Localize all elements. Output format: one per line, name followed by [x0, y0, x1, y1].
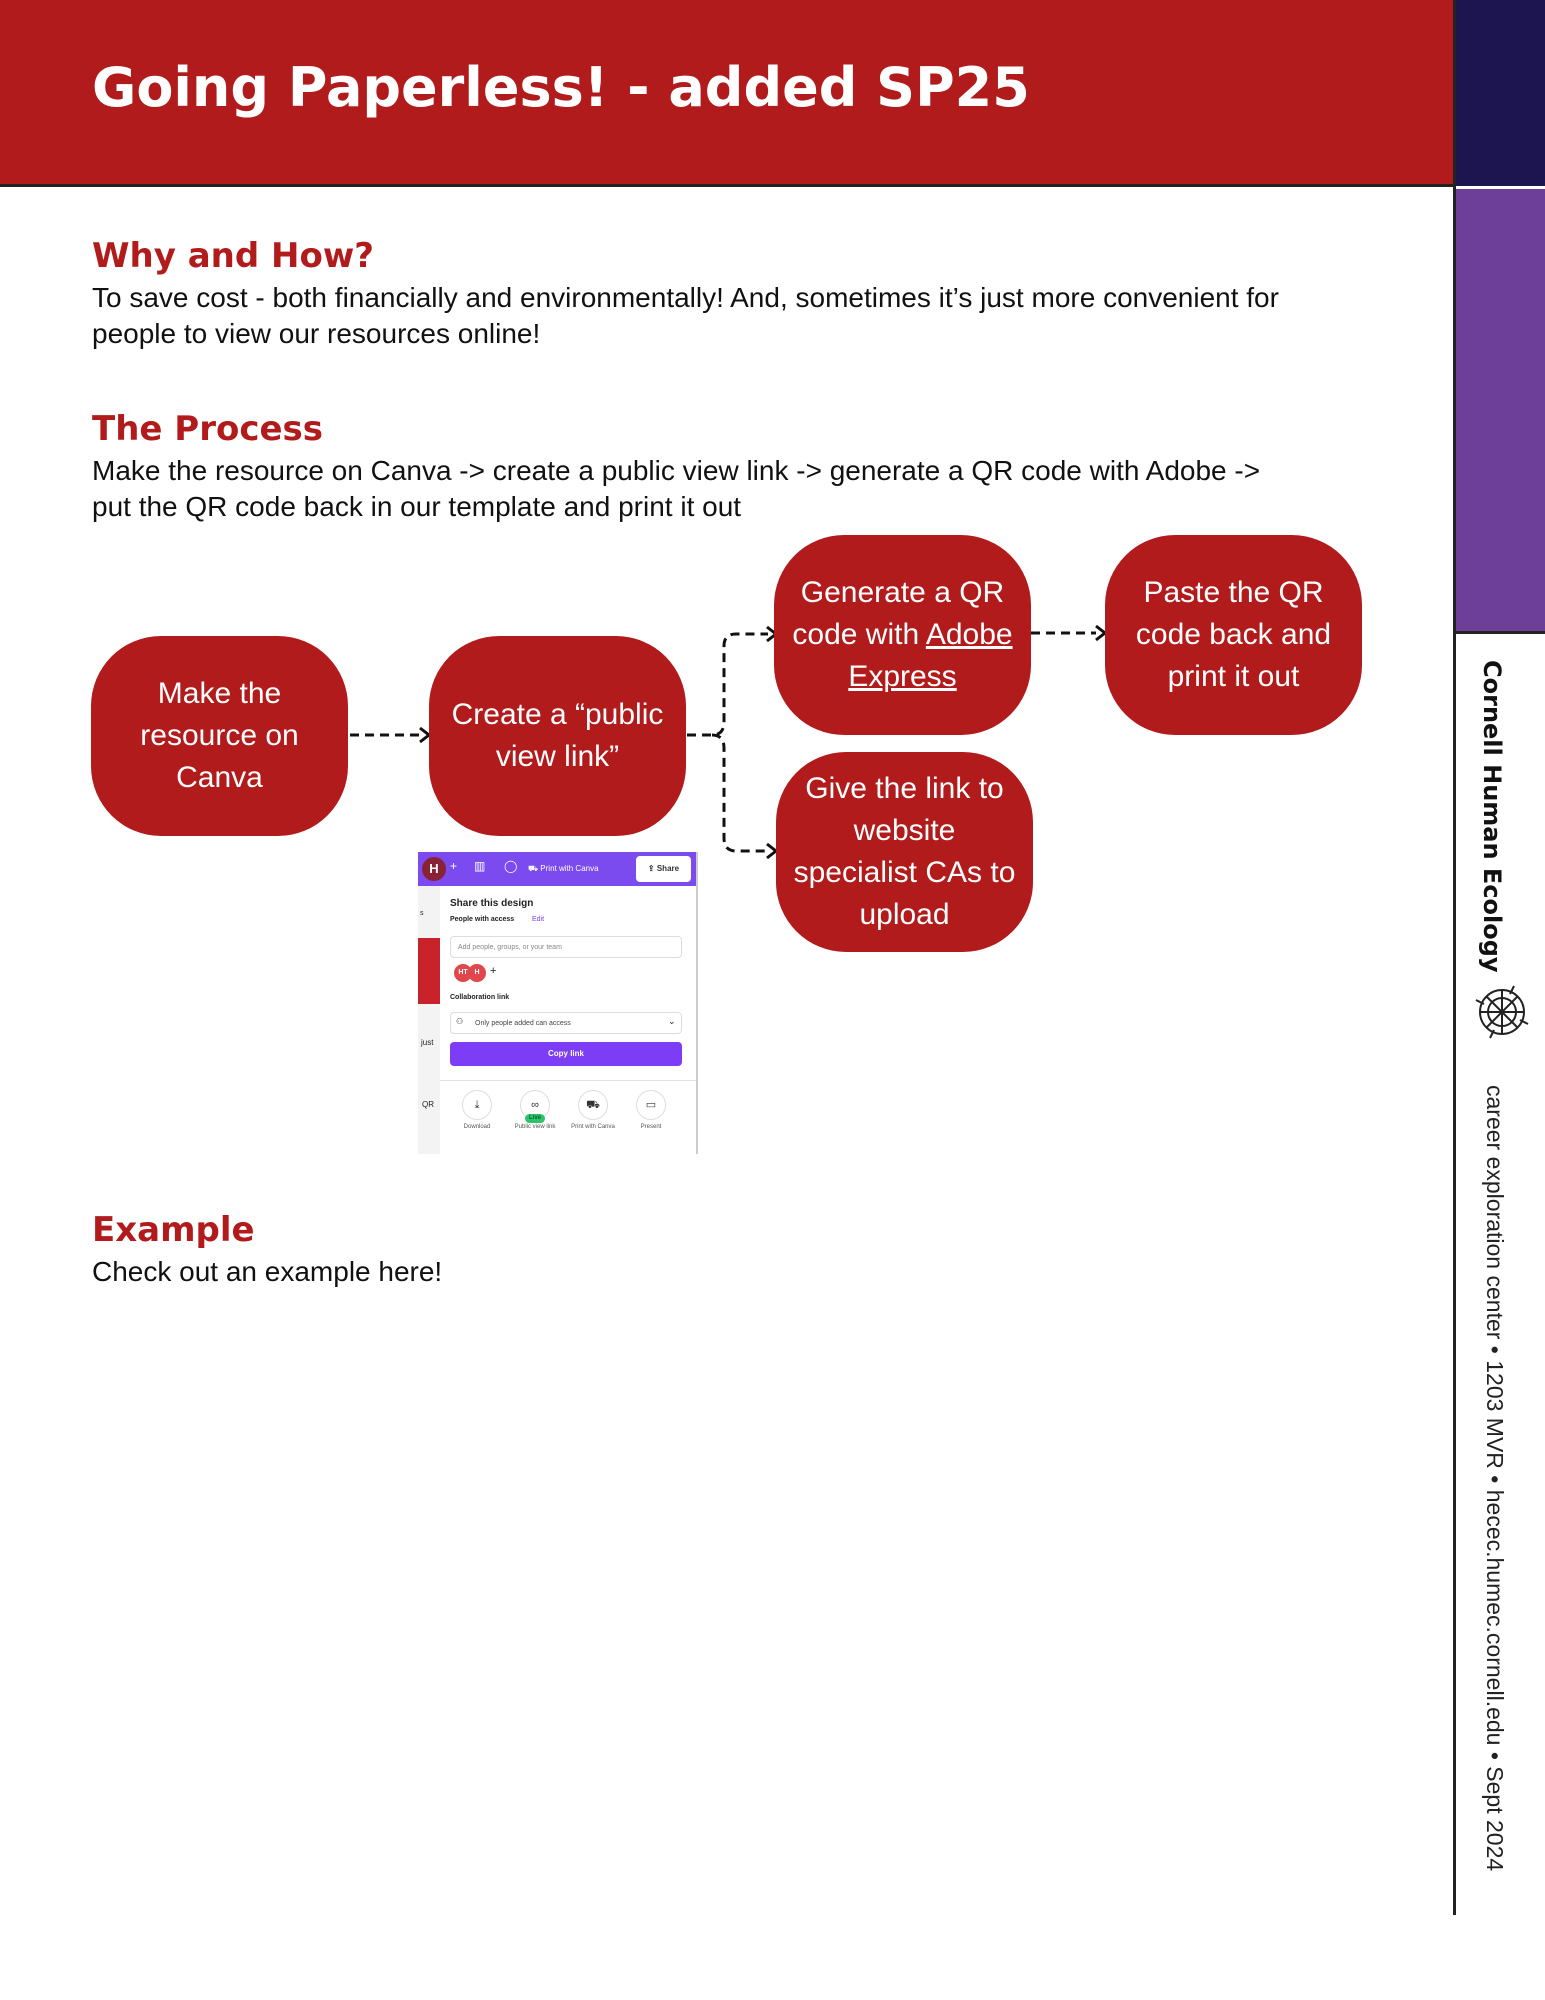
- sidebar-divider: [1453, 0, 1456, 1915]
- divider: [440, 1080, 696, 1081]
- action-label: Download: [463, 1124, 491, 1130]
- add-people-input[interactable]: Add people, groups, or your team: [450, 936, 682, 958]
- node-line: code back and: [1135, 618, 1332, 651]
- process-line: put the QR code back in our template and print it out: [92, 491, 742, 522]
- node-line: specialist CAs to: [793, 856, 1016, 889]
- process-paragraph: [92, 453, 1382, 525]
- node-line: Generate a QR: [800, 576, 1005, 609]
- add-collaborator-icon[interactable]: +: [490, 965, 497, 977]
- people-access-label: People with access: [450, 916, 515, 923]
- canvas-snippet: s: [420, 910, 424, 917]
- arrow-create-to-give: [712, 735, 768, 851]
- cornell-seal-icon: [1472, 982, 1532, 1042]
- page-header: [0, 0, 1453, 187]
- process-line: Make the resource on Canva -> create a public view link -> generate a QR code with Adobe ->: [92, 455, 1261, 486]
- node-line: resource on: [140, 719, 299, 752]
- why-heading: Why and How?: [92, 236, 374, 276]
- download-icon: ⤓: [462, 1090, 492, 1120]
- people-icon: ⚇: [456, 1017, 464, 1026]
- share-label: Share: [656, 864, 680, 873]
- node-line: Canva: [176, 761, 263, 794]
- adobe-express-link[interactable]: Adobe: [925, 618, 1013, 651]
- why-paragraph: [92, 280, 1382, 352]
- node-line: Paste the QR: [1143, 576, 1324, 609]
- collaboration-link-label: Collaboration link: [450, 994, 510, 1001]
- flow-node-generate-qr: [774, 535, 1031, 735]
- present-action[interactable]: [622, 1090, 680, 1131]
- download-action[interactable]: [448, 1090, 506, 1131]
- footer-contact: career exploration center • 1203 MVR • hecec.humec.cornell.edu • Sept 2024: [1482, 1085, 1508, 1872]
- page-title: Going Paperless! - added SP25: [92, 56, 1030, 119]
- arrow-create-split: [687, 634, 768, 735]
- action-label: Print with Canva: [571, 1124, 615, 1130]
- node-line: upload: [859, 898, 950, 931]
- print-label: Print with Canva: [540, 864, 599, 873]
- share-panel-title: Share this design: [450, 898, 534, 909]
- node-line: print it out: [1167, 660, 1300, 693]
- arrowhead: [420, 728, 429, 742]
- canvas-edge: [418, 886, 440, 1154]
- why-line: To save cost - both financially and environmentally! And, sometimes it’s just more convenient for: [92, 282, 1279, 313]
- brand-name: Cornell Human Ecology: [1478, 660, 1506, 973]
- node-line: view link”: [495, 740, 620, 773]
- canva-share-screenshot: [418, 852, 698, 1154]
- live-badge: Live: [525, 1114, 545, 1123]
- canvas-snippet: just: [421, 1038, 434, 1047]
- present-icon: ▭: [636, 1090, 666, 1120]
- node-text: code with: [792, 618, 926, 651]
- link-icon: ∞: [520, 1090, 550, 1120]
- canva-toolbar: [418, 852, 696, 886]
- node-line: website: [853, 814, 956, 847]
- example-link-text[interactable]: Check out an example here!: [92, 1256, 443, 1287]
- plus-icon[interactable]: +: [450, 859, 458, 873]
- adobe-express-link[interactable]: Express: [848, 660, 957, 693]
- access-select[interactable]: [450, 1012, 682, 1034]
- collaborator-avatar: HT: [454, 964, 472, 982]
- process-heading: The Process: [92, 409, 324, 449]
- flow-node-make-resource: [91, 636, 348, 836]
- print-with-canva-button[interactable]: ⛟ Print with Canva: [528, 864, 599, 873]
- flow-node-create-link: [429, 636, 686, 836]
- why-line: people to view our resources online!: [92, 318, 541, 349]
- comment-icon[interactable]: ◯: [504, 859, 518, 873]
- avatar[interactable]: H: [422, 857, 446, 881]
- flow-node-give-link: [776, 752, 1033, 952]
- sidebar-purple-block: [1455, 189, 1545, 633]
- canvas-snippet: QR: [422, 1100, 434, 1109]
- node-line: Give the link to: [805, 772, 1004, 805]
- public-view-link-action[interactable]: [506, 1090, 564, 1131]
- action-label: Present: [640, 1124, 662, 1130]
- chart-icon[interactable]: ▥: [474, 859, 486, 873]
- arrowhead: [767, 844, 776, 858]
- sidebar-navy-block: [1455, 0, 1545, 186]
- access-value: Only people added can access: [475, 1020, 571, 1027]
- edit-link[interactable]: Edit: [532, 916, 545, 923]
- truck-icon: ⛟: [578, 1090, 608, 1120]
- sidebar-text: [1478, 660, 1526, 1920]
- print-action[interactable]: [564, 1090, 622, 1131]
- node-line: Create a “public: [451, 698, 664, 731]
- sidebar-horizontal-divider: [1453, 631, 1545, 634]
- example-paragraph: [92, 1254, 1382, 1290]
- chevron-down-icon[interactable]: ⌄: [668, 1016, 676, 1026]
- copy-link-button[interactable]: Copy link: [450, 1042, 682, 1066]
- action-label: Public view link: [514, 1124, 556, 1130]
- node-line: Make the: [157, 677, 282, 710]
- flow-node-paste-qr: [1105, 535, 1362, 735]
- canvas-red-strip: [418, 938, 440, 1004]
- example-heading: Example: [92, 1210, 255, 1250]
- node-line: [792, 614, 1012, 656]
- collaborator-avatar: H: [468, 964, 486, 982]
- share-button[interactable]: ⇪ Share: [636, 856, 691, 882]
- arrowhead: [1096, 626, 1105, 640]
